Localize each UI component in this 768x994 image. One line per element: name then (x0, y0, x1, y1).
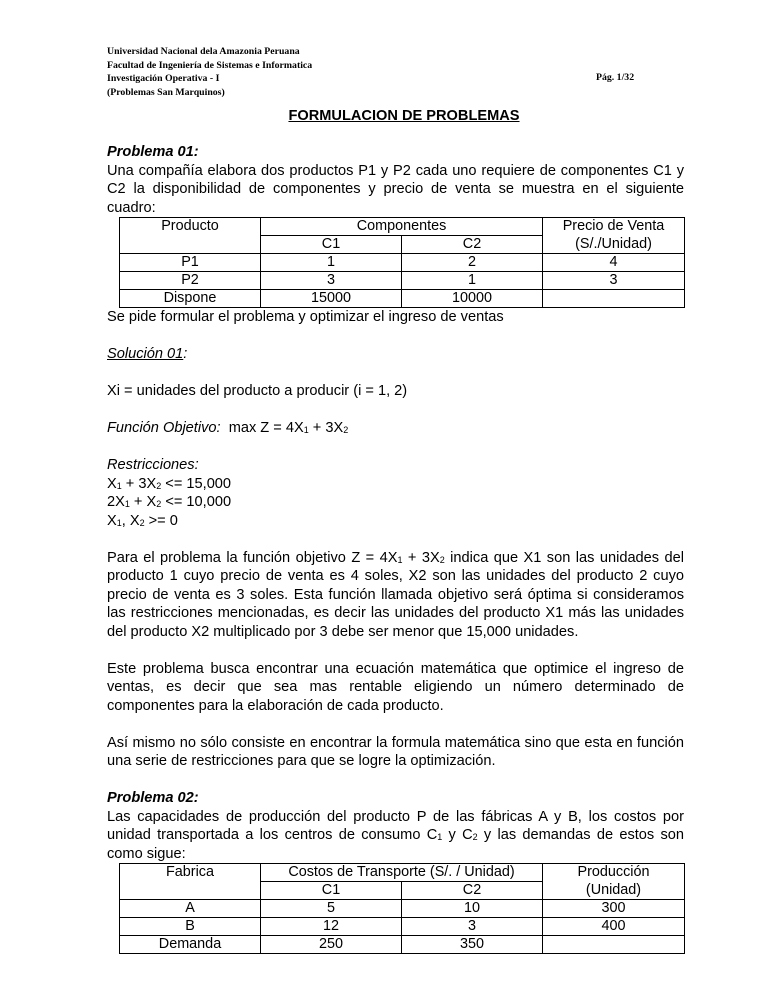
document-header (107, 45, 312, 99)
cell-c1: 12 (261, 918, 402, 936)
cell-c1: 5 (261, 900, 402, 918)
text-part: indica que X1 son las unidades del producto 1 cuyo precio de venta es 4 soles, X2 son las unidades del producto 2 cuyo precio de venta es 3 soles. Esta función llamada objetivo será óptima si consideramos las restricciones mencionadas, es decir las unidades del producto X1 más las unidades del producto X2 multiplicado por 3 debe ser menor que 15,000 unidades. (107, 549, 684, 640)
cell-c1: 250 (261, 936, 402, 954)
subscript: 2 (139, 517, 145, 528)
table-header-unidad: (Unidad) (543, 882, 685, 900)
cell-c2: 10 (402, 900, 543, 918)
table-header-fabrica: Fabrica (120, 864, 261, 900)
document-body (107, 143, 684, 954)
subscript: 2 (439, 554, 445, 565)
expr-part: <= 10,000 (161, 494, 232, 510)
header-subtitle: (Problemas San Marquinos) (107, 86, 225, 98)
objective-label: Función Objetivo: (107, 420, 221, 436)
objective-function (107, 419, 684, 438)
subscript: 1 (116, 480, 122, 491)
table-row (120, 918, 685, 936)
restriction-2 (107, 493, 684, 512)
cell-c1: 15000 (261, 290, 402, 308)
table-header-produccion: Producción (543, 864, 685, 882)
row-label: Demanda (120, 936, 261, 954)
subscript: 1 (397, 554, 403, 565)
subscript: 2 (472, 832, 478, 842)
expr-part: 2X (107, 494, 125, 510)
expr-part: <= 15,000 (161, 475, 232, 492)
explanation-paragraph-1 (107, 549, 684, 642)
row-label: Dispone (120, 290, 261, 308)
page-number: Pág. 1/32 (596, 72, 635, 83)
subscript: 1 (303, 425, 309, 435)
table-header-c2: C2 (402, 882, 543, 900)
expr-part: + 3X (121, 475, 157, 492)
table-row (120, 900, 685, 918)
cell-c2: 350 (402, 936, 543, 954)
restriction-1 (107, 475, 684, 494)
problem2-statement (107, 808, 684, 864)
expr-part: + 3X (308, 420, 344, 436)
subscript: 2 (343, 425, 349, 435)
cell-produccion: 300 (543, 900, 685, 918)
problem1-request: Se pide formular el problema y optimizar el ingreso de ventas (107, 309, 504, 325)
cell-c2: 2 (402, 254, 543, 272)
subscript: 2 (156, 499, 162, 509)
cell-c2: 1 (402, 272, 543, 290)
expr-part: + X (129, 494, 157, 510)
subscript: 1 (124, 499, 130, 509)
row-label: B (120, 918, 261, 936)
explanation-paragraph-2: Este problema busca encontrar una ecuación matemática que optimice el ingreso de ventas, es decir que sea mas rentable eligiendo un número determinado de componentes para la elaboración de cada producto. (107, 660, 684, 714)
expr-part: X (107, 475, 117, 492)
subscript: 1 (116, 517, 122, 528)
restrictions-label: Restricciones: (107, 457, 199, 473)
expr-part: max Z = 4X (228, 420, 304, 436)
problem1-statement: Una compañía elabora dos productos P1 y P2 cada uno requiere de componentes C1 y C2 la disponibilidad de componentes y precio de venta se muestra en el siguiente cuadro: (107, 162, 684, 216)
table-header-precio: Precio de Venta (543, 218, 685, 236)
text-part: Las capacidades de producción del producto P de las fábricas A y B, los costos por unidad transportada a los centros de consumo C (107, 808, 684, 843)
variable-definition: Xi = unidades del producto a producir (i = 1, 2) (107, 383, 408, 399)
table-row (120, 936, 685, 954)
table-header-c1: C1 (261, 882, 402, 900)
expr-part: >= 0 (144, 512, 178, 529)
text-part: Para el problema la función objetivo Z = 4X (107, 549, 398, 566)
table-header-c1: C1 (261, 236, 402, 254)
subscript: 2 (156, 480, 162, 491)
document-title: FORMULACION DE PROBLEMAS (288, 108, 520, 124)
cell-c1: 3 (261, 272, 402, 290)
header-course: Investigación Operativa - I (107, 73, 220, 84)
subscript: 1 (437, 832, 443, 842)
table-header-producto: Producto (120, 218, 261, 254)
explanation-paragraph-3: Así mismo no sólo consiste en encontrar la formula matemática sino que esta en función una serie de restricciones para que se logre la optimización. (107, 734, 684, 769)
row-label: P1 (120, 254, 261, 272)
row-label: A (120, 900, 261, 918)
table-header-unidad: (S/./Unidad) (543, 236, 685, 254)
cell-price: 3 (543, 272, 685, 290)
solution1-heading-text: Solución 01 (107, 346, 184, 362)
cell-c1: 1 (261, 254, 402, 272)
table-header-componentes: Componentes (261, 218, 543, 236)
row-label: P2 (120, 272, 261, 290)
table-row (120, 290, 685, 308)
table-row (120, 254, 685, 272)
expr-part: X (107, 512, 117, 529)
table-header-c2: C2 (402, 236, 543, 254)
cell-produccion: 400 (543, 918, 685, 936)
text-part: y las demandas de estos son como sigue: (107, 827, 685, 862)
cell-c2: 3 (402, 918, 543, 936)
text-part: + 3X (402, 549, 440, 566)
table-header-costos: Costos de Transporte (S/. / Unidad) (261, 864, 543, 882)
problem1-heading: Problema 01: (107, 144, 199, 160)
header-university: Universidad Nacional dela Amazonia Peruana (107, 46, 300, 57)
cell-c2: 10000 (402, 290, 543, 308)
cell-price: 4 (543, 254, 685, 272)
table-row (120, 272, 685, 290)
solution1-colon: : (183, 346, 188, 362)
restriction-3 (107, 512, 684, 531)
solution1-heading (107, 345, 684, 364)
expr-part: , X (121, 512, 140, 529)
problem1-table (119, 217, 685, 308)
problem2-heading: Problema 02: (107, 790, 199, 806)
text-part: y C (442, 827, 473, 843)
cell-price (543, 290, 685, 308)
cell-produccion (543, 936, 685, 954)
problem2-table (119, 863, 685, 954)
header-faculty: Facultad de Ingeniería de Sistemas e Informatica (107, 59, 313, 71)
